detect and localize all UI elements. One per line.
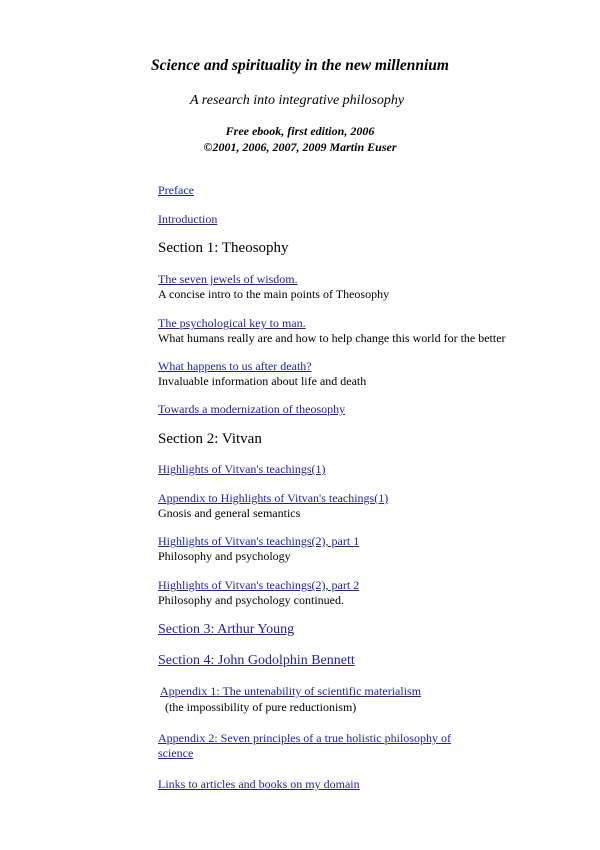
appendix-2-link-continued[interactable]: science: [158, 746, 194, 760]
section-3-link[interactable]: Section 3: Arthur Young: [158, 622, 295, 637]
vitvan-appendix-link[interactable]: Appendix to Highlights of Vitvan's teachings(1): [158, 491, 389, 505]
appendix-2-link[interactable]: Appendix 2: Seven principles of a true holistic philosophy of: [158, 731, 451, 745]
vitvan-highlights-2-part1-desc: Philosophy and psychology: [158, 549, 291, 563]
psychological-key-link[interactable]: The psychological key to man.: [158, 316, 306, 330]
after-death-link[interactable]: What happens to us after death?: [158, 359, 312, 373]
document-title: Science and spirituality in the new millennium: [151, 57, 449, 74]
appendix-1-desc: (the impossibility of pure reductionism): [165, 700, 357, 714]
links-articles-books-link[interactable]: Links to articles and books on my domain: [158, 777, 360, 791]
vitvan-appendix-desc: Gnosis and general semantics: [158, 506, 301, 520]
edition-line: Free ebook, first edition, 2006: [225, 124, 375, 138]
section-4-link[interactable]: Section 4: John Godolphin Bennett: [158, 653, 355, 668]
vitvan-highlights-2-part2-desc: Philosophy and psychology continued.: [158, 593, 344, 607]
document-subtitle: A research into integrative philosophy: [190, 93, 405, 108]
appendix-1-link[interactable]: Appendix 1: The untenability of scientific materialism: [160, 684, 422, 698]
vitvan-highlights-2-part2-link[interactable]: Highlights of Vitvan's teachings(2), part 2: [158, 578, 360, 592]
copyright-line: ©2001, 2006, 2007, 2009 Martin Euser: [203, 140, 397, 154]
section-2-heading: Section 2: Vitvan: [158, 431, 262, 447]
seven-jewels-desc: A concise intro to the main points of Theosophy: [158, 287, 390, 301]
vitvan-highlights-1-link[interactable]: Highlights of Vitvan's teachings(1): [158, 462, 326, 476]
introduction-link[interactable]: Introduction: [158, 212, 218, 226]
preface-link[interactable]: Preface: [158, 183, 194, 197]
psychological-key-desc: What humans really are and how to help change this world for the better: [158, 331, 506, 345]
modernization-theosophy-link[interactable]: Towards a modernization of theosophy: [158, 402, 346, 416]
section-1-heading: Section 1: Theosophy: [158, 240, 289, 256]
after-death-desc: Invaluable information about life and death: [158, 374, 367, 388]
seven-jewels-link[interactable]: The seven jewels of wisdom.: [158, 272, 298, 286]
vitvan-highlights-2-part1-link[interactable]: Highlights of Vitvan's teachings(2), part 1: [158, 534, 360, 548]
